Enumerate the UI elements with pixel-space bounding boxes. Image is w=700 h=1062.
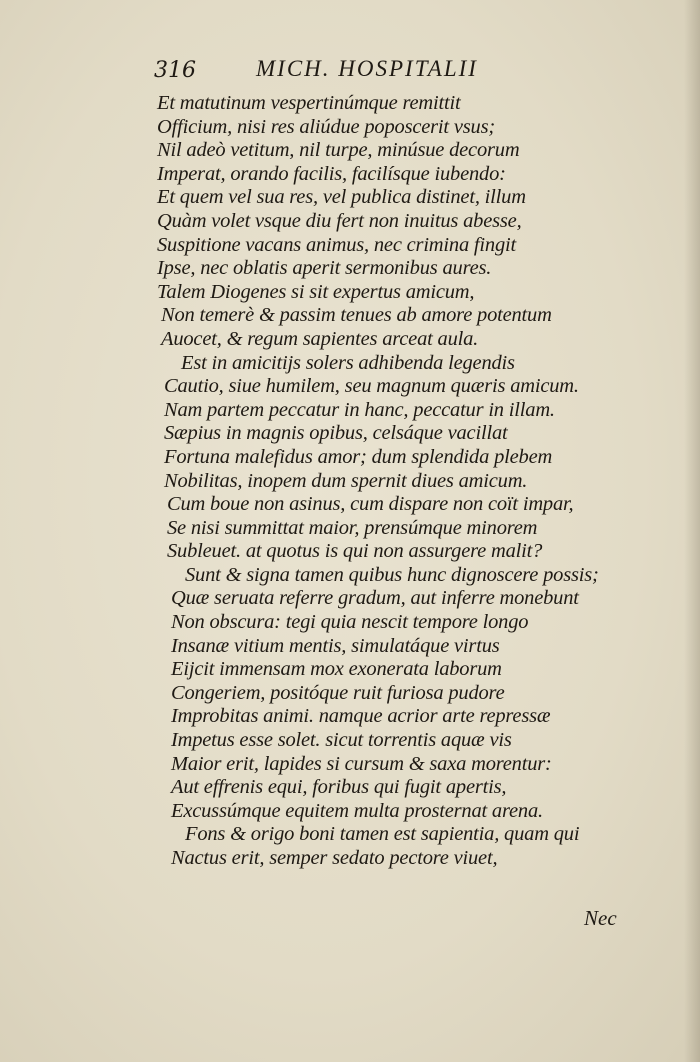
- verse-line: Fons & origo boni tamen est sapientia, quam qui: [185, 823, 580, 846]
- verse-line: Sæpius in magnis opibus, celsáque vacillat: [164, 422, 508, 445]
- verse-line: Est in amicitijs solers adhibenda legendis: [181, 351, 515, 374]
- verse-line: Non temerè & passim tenues ab amore potentum: [161, 304, 552, 327]
- verse-line: Aut effrenis equi, foribus qui fugit apertis,: [171, 776, 507, 799]
- verse-line: Nil adeò vetitum, nil turpe, minúsue decorum: [157, 139, 520, 162]
- verse-line: Excussúmque equitem multa prosternat arena.: [171, 799, 543, 822]
- verse-line: Sunt & signa tamen quibus hunc dignoscere possis;: [185, 563, 599, 586]
- verse-line: Quàm volet vsque diu fert non inuitus abesse,: [157, 209, 522, 232]
- verse-line: Insanæ vitium mentis, simulatáque virtus: [171, 634, 500, 657]
- verse-line: Cum boue non asinus, cum dispare non coït impar,: [167, 493, 574, 516]
- verse-line: Suspitione vacans animus, nec crimina fingit: [157, 233, 517, 256]
- verse-line: Nactus erit, semper sedato pectore viuet,: [171, 847, 498, 869]
- verse-line: Imperat, orando facilis, facilísque iubendo:: [157, 162, 506, 185]
- verse-line: Et matutinum vespertinúmque remittit: [157, 92, 461, 114]
- verse-line: Impetus esse solet. sicut torrentis aquæ vis: [171, 729, 512, 752]
- verse-line: Improbitas animi. namque acrior arte repressæ: [171, 705, 551, 728]
- verse-line: Non obscura: tegi quia nescit tempore longo: [171, 611, 529, 634]
- verse-line: Ipse, nec oblatis aperit sermonibus aures.: [157, 257, 492, 280]
- verse-line: Fortuna malefidus amor; dum splendida plebem: [164, 445, 553, 468]
- verse-line: Subleuet. at quotus is qui non assurgere malit?: [167, 540, 543, 563]
- verse-line: Se nisi summittat maior, prensúmque minorem: [167, 516, 538, 539]
- verse-text: [157, 92, 607, 871]
- running-head: [154, 56, 534, 88]
- page-edge-shadow: [684, 0, 700, 1062]
- verse-line: Et quem vel sua res, vel publica distinet, illum: [157, 186, 526, 209]
- verse-line: Nobilitas, inopem dum spernit diues amicum.: [164, 469, 528, 492]
- verse-line: Talem Diogenes si sit expertus amicum,: [157, 280, 475, 303]
- page-number: 316: [154, 58, 196, 83]
- running-title: MICH. HOSPITALII: [256, 56, 478, 81]
- verse-line: Maior erit, lapides si cursum & saxa morentur:: [171, 752, 552, 775]
- verse-line: Auocet, & regum sapientes arceat aula.: [161, 327, 479, 350]
- verse-line: Cautio, siue humilem, seu magnum quæris amicum.: [164, 375, 579, 398]
- catchword: Nec: [584, 906, 617, 930]
- verse-line: Eijcit immensam mox exonerata laborum: [171, 658, 502, 681]
- verse-line: Quæ seruata referre gradum, aut inferre monebunt: [171, 587, 579, 610]
- verse-line: Congeriem, positóque ruit furiosa pudore: [171, 681, 505, 704]
- verse-line: Nam partem peccatur in hanc, peccatur in illam.: [164, 398, 555, 421]
- verse-line: Officium, nisi res aliúdue poposcerit vsus;: [157, 115, 495, 138]
